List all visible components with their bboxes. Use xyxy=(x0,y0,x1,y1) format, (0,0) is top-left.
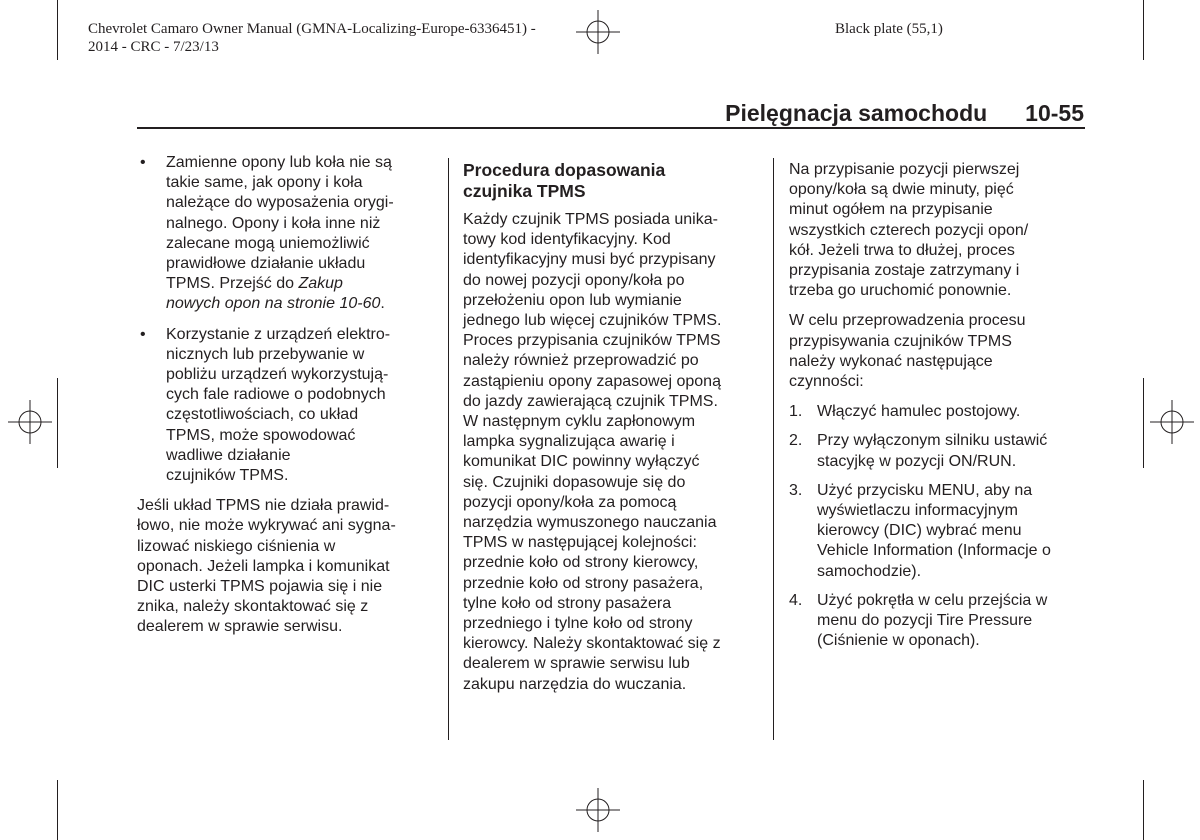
cross-reference-link[interactable]: nowych opon na stronie 10-60 xyxy=(166,295,381,313)
text-line: częstotliwościach, co układ xyxy=(166,406,359,424)
text-line: znika, należy skontaktować się z xyxy=(137,598,369,616)
text-line: do nowej pozycji opony/koła po xyxy=(463,271,685,289)
header-rule xyxy=(137,127,1085,129)
text-line: Włączyć hamulec postojowy. xyxy=(817,403,1021,421)
text-line: takie same, jak opony i koła xyxy=(166,174,363,192)
text-line: TPMS, może spowodować xyxy=(166,426,356,444)
text-line: Na przypisanie pozycji pierwszej xyxy=(789,161,1020,178)
text-line: pobliżu urządzeń wykorzystują- xyxy=(166,366,389,384)
title-line: czujnika TPMS xyxy=(463,181,586,201)
text-line: należy wykonać następujące xyxy=(789,352,993,370)
text-line: łowo, nie może wykrywać ani sygna- xyxy=(137,517,396,535)
text-line: TPMS w następującej kolejności: xyxy=(463,534,697,552)
cross-reference-link[interactable]: Zakup xyxy=(298,275,343,293)
text-line: prawidłowe działanie układu xyxy=(166,255,366,273)
running-head xyxy=(725,100,1084,127)
text-line: czynności: xyxy=(789,373,864,391)
text-line: opony/koła są dwie minuty, pięć xyxy=(789,181,1014,199)
column-3 xyxy=(789,160,1089,660)
bullet-icon: • xyxy=(140,325,146,343)
text-line: minut ogółem na przypisanie xyxy=(789,201,993,219)
paragraph xyxy=(137,496,429,637)
text-line: przedniego i tylne koło od strony xyxy=(463,615,693,633)
text-line: Użyć przycisku MENU, aby na xyxy=(817,481,1033,499)
text-line: przełożeniu opon lub wymianie xyxy=(463,291,682,309)
text-line: W następnym cyklu zapłonowym xyxy=(463,413,696,431)
numbered-step xyxy=(789,481,1089,582)
bullet-icon: • xyxy=(140,154,146,171)
text-line: dealerem w sprawie serwisu lub xyxy=(463,655,690,673)
text-line: towy kod identyfikacyjny. Kod xyxy=(463,231,671,249)
text-line: nicznych lub przebywanie w xyxy=(166,345,365,363)
text-line: czujników TPMS. xyxy=(166,467,289,485)
text-line: Przy wyłączonym silniku ustawić xyxy=(817,432,1048,450)
print-header-line2: 2014 - CRC - 7/23/13 xyxy=(88,39,219,55)
text-line: W celu przeprowadzenia procesu xyxy=(789,312,1026,330)
text-line: narzędzia wymuszonego nauczania xyxy=(463,514,717,532)
registration-mark-icon xyxy=(576,10,620,54)
section-title xyxy=(463,160,761,202)
print-header xyxy=(88,20,536,56)
title-line: Procedura dopasowania xyxy=(463,160,666,180)
print-header-line1: Chevrolet Camaro Owner Manual (GMNA-Localizing-Europe-6336451) - xyxy=(88,21,536,37)
text-line xyxy=(166,274,429,294)
step-number: 2. xyxy=(789,432,803,450)
step-number: 1. xyxy=(789,403,803,421)
text-line: należące do wyposażenia orygi- xyxy=(166,194,394,212)
text-line: Proces przypisania czujników TPMS xyxy=(463,332,721,350)
text-line: kierowcy (DIC) wybrać menu xyxy=(817,522,1022,540)
text-line: Każdy czujnik TPMS posiada unika- xyxy=(463,211,718,228)
numbered-step xyxy=(789,431,1089,471)
text-line: tylne koło od strony pasażera xyxy=(463,594,672,612)
text-line: zalecane mogą uniemożliwić xyxy=(166,234,370,252)
text-line: kół. Jeżeli trwa to dłużej, proces xyxy=(789,241,1015,259)
text-line: kierowcy. Należy skontaktować się z xyxy=(463,635,721,653)
text-line: komunikat DIC powinny wyłączyć xyxy=(463,453,700,471)
list-item xyxy=(137,153,429,315)
text-line: Zamienne opony lub koła nie są xyxy=(166,154,392,171)
text-line: wszystkich czterech pozycji opon/ xyxy=(789,221,1029,239)
plate-label: Black plate (55,1) xyxy=(835,21,943,37)
text-line: menu do pozycji Tire Pressure xyxy=(817,612,1033,630)
column-2 xyxy=(463,160,761,703)
text-line: jednego lub więcej czujników TPMS. xyxy=(463,312,722,330)
text-line: Korzystanie z urządzeń elektro- xyxy=(166,325,391,343)
text-line xyxy=(166,294,429,314)
text-line: trzeba go uruchomić ponownie. xyxy=(789,282,1012,300)
text-line: Vehicle Information (Informacje o xyxy=(817,542,1051,560)
text-line: lampka sygnalizująca awarię i xyxy=(463,433,675,451)
page-number: 10-55 xyxy=(1025,100,1084,126)
text-line: przednie koło od strony pasażera, xyxy=(463,574,704,592)
text-line: lizować niskiego ciśnienia w xyxy=(137,537,336,555)
list-item xyxy=(137,325,429,487)
text-plain: . xyxy=(380,295,385,313)
paragraph xyxy=(789,160,1089,301)
text-line: Użyć pokrętła w celu przejścia w xyxy=(817,591,1048,609)
text-line: Jeśli układ TPMS nie działa prawid- xyxy=(137,497,390,515)
numbered-step xyxy=(789,591,1089,652)
registration-mark-icon xyxy=(576,788,620,832)
text-line: wadliwe działanie xyxy=(166,446,291,464)
text-line: zakupu narzędzia do wuczania. xyxy=(463,675,687,693)
text-line: przednie koło od strony kierowcy, xyxy=(463,554,699,572)
column-divider xyxy=(448,158,449,740)
numbered-step xyxy=(789,402,1089,422)
text-line: nalnego. Opony i koła inne niż xyxy=(166,214,381,232)
column-divider xyxy=(773,158,774,740)
text-line: się. Czujniki dopasowuje się do xyxy=(463,473,686,491)
text-line: należy również przeprowadzić po xyxy=(463,352,699,370)
text-line: przypisywania czujników TPMS xyxy=(789,332,1012,350)
text-plain: TPMS. Przejść do xyxy=(166,275,299,293)
text-line: do jazdy zawierającą czujnik TPMS. xyxy=(463,392,718,410)
registration-mark-icon xyxy=(8,400,52,444)
text-line: (Ciśnienie w oponach). xyxy=(817,632,980,650)
text-line: zastąpieniu opony zapasowej oponą xyxy=(463,372,721,390)
text-line: identyfikacyjny musi być przypisany xyxy=(463,251,716,269)
text-line: DIC usterki TPMS pojawia się i nie xyxy=(137,578,383,596)
step-number: 4. xyxy=(789,591,803,609)
registration-mark-icon xyxy=(1150,400,1194,444)
text-line: przypisania zostaje zatrzymany i xyxy=(789,262,1020,280)
text-line: stacyjkę w pozycji ON/RUN. xyxy=(817,452,1017,470)
paragraph xyxy=(463,210,761,695)
text-line: pozycji opony/koła za pomocą xyxy=(463,493,677,511)
step-number: 3. xyxy=(789,481,803,499)
text-line: cych fale radiowe o podobnych xyxy=(166,386,386,404)
column-1 xyxy=(137,153,429,646)
text-line: wyświetlaczu informacyjnym xyxy=(817,502,1018,520)
text-line: oponach. Jeżeli lampka i komunikat xyxy=(137,557,390,575)
text-line: dealerem w sprawie serwisu. xyxy=(137,618,343,636)
text-line: samochodzie). xyxy=(817,562,922,580)
paragraph xyxy=(789,311,1089,392)
section-heading: Pielęgnacja samochodu xyxy=(725,100,988,126)
